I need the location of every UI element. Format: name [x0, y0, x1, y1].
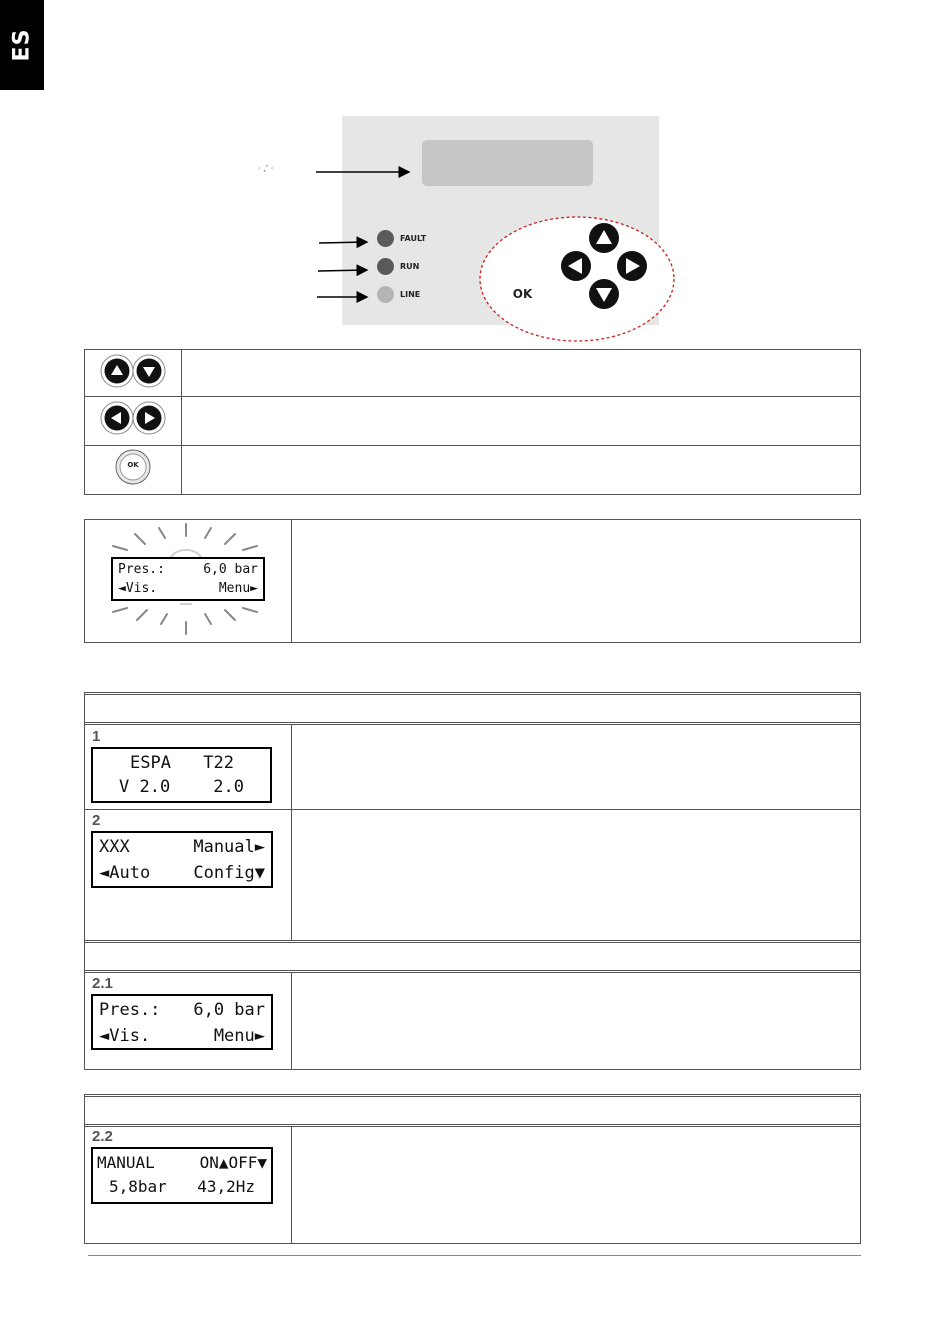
step-2-number: 2 [92, 812, 101, 829]
run-led-label: RUN [400, 262, 420, 271]
keys-table [84, 349, 861, 495]
ok-button-label: OK [127, 461, 139, 469]
down-key-icon [589, 279, 619, 309]
step-2-1-number: 2.1 [92, 975, 113, 992]
left-key-icon [561, 251, 591, 281]
step-1-lcd: ESPA T22 V 2.0 2.0 [91, 747, 272, 803]
language-tab-label: ES [9, 28, 35, 62]
backlight-lcd: Pres.: 6,0 bar ◄Vis. Menu► [111, 557, 265, 601]
ok-key[interactable]: OK [509, 280, 536, 307]
step-2-2-lcd: MANUAL ON▲OFF▼ 5,8bar 43,2Hz [91, 1147, 273, 1204]
left-button-icon [101, 402, 133, 434]
line-led-label: LINE [400, 290, 421, 299]
up-button-icon [101, 355, 133, 387]
panel-overlay [0, 0, 950, 360]
right-button-icon [133, 402, 165, 434]
run-arrow [318, 270, 367, 271]
step-2-lcd: XXX Manual► ◄Auto Config▼ [91, 831, 273, 888]
right-key-icon [617, 251, 647, 281]
step-1-number: 1 [92, 728, 101, 745]
step-2-1-lcd: Pres.: 6,0 bar ◄Vis. Menu► [91, 994, 273, 1050]
up-key-icon [589, 223, 619, 253]
down-button-icon [133, 355, 165, 387]
fault-arrow [319, 242, 367, 243]
display-caption: · ,’ · [258, 164, 274, 173]
step-2-2-number: 2.2 [92, 1128, 113, 1145]
fault-led-label: FAULT [400, 234, 427, 243]
footer-divider [88, 1255, 861, 1256]
keys-table-icons [84, 349, 182, 495]
